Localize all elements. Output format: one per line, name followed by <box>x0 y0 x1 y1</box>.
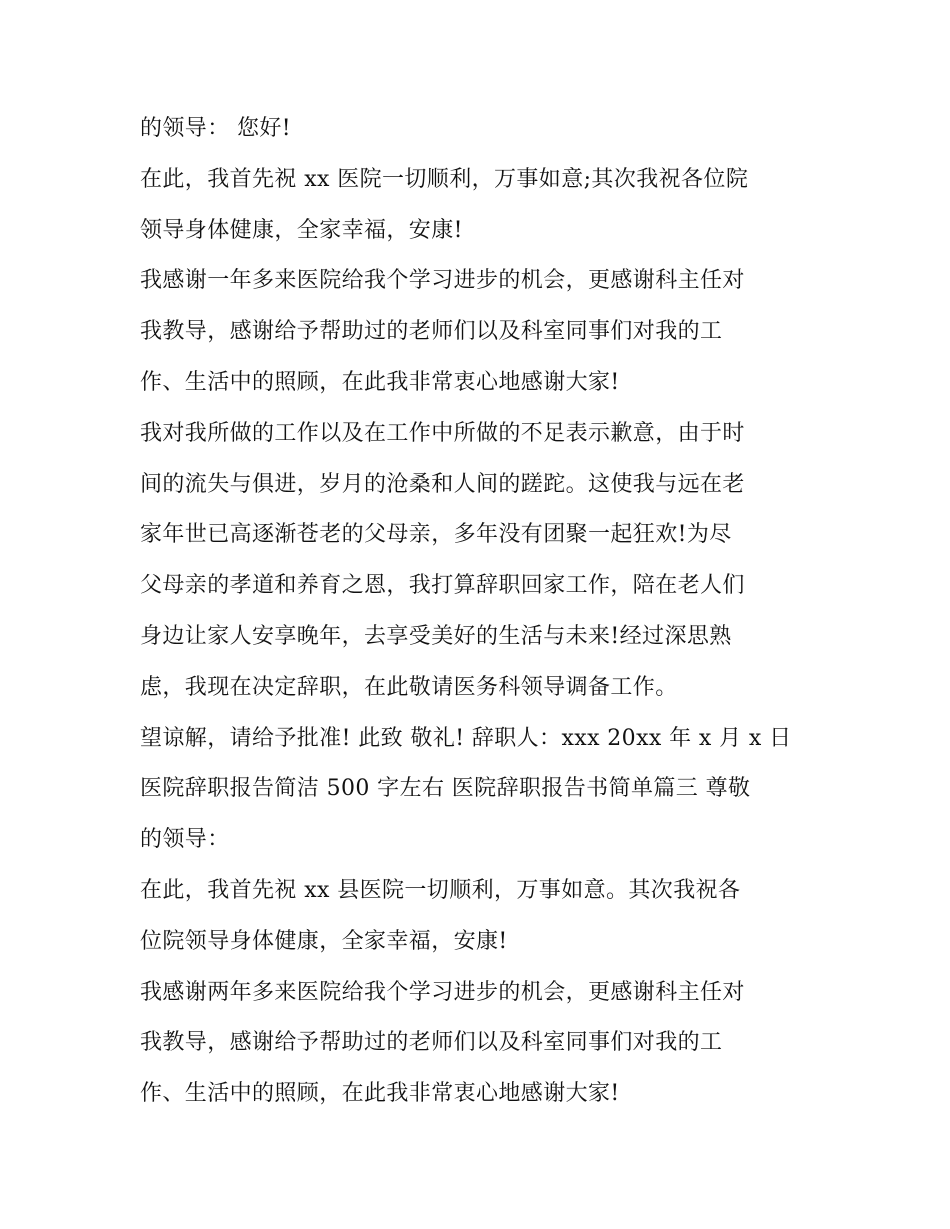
text-line: 我对我所做的工作以及在工作中所做的不足表示歉意，由于时 <box>140 420 745 446</box>
text-line: 我教导，感谢给予帮助过的老师们以及科室同事们对我的工 <box>140 1030 723 1056</box>
text-line: 领导身体健康，全家幸福，安康! <box>140 217 463 243</box>
text-line: 在此，我首先祝 xx 县医院一切顺利，万事如意。其次我祝各 <box>140 877 741 903</box>
text-line: 作、生活中的照顾，在此我非常衷心地感谢大家! <box>140 1081 620 1107</box>
text-line: 虑，我现在决定辞职，在此敬请医务科领导调备工作。 <box>140 674 678 700</box>
text-line: 我教导，感谢给予帮助过的老师们以及科室同事们对我的工 <box>140 319 723 345</box>
text-line: 间的流失与俱进，岁月的沧桑和人间的蹉跎。这使我与远在老 <box>140 471 745 497</box>
text-line: 我感谢两年多来医院给我个学习进步的机会，更感谢科主任对 <box>140 979 745 1005</box>
text-line: 作、生活中的照顾，在此我非常衷心地感谢大家! <box>140 369 620 395</box>
text-line: 我感谢一年多来医院给我个学习进步的机会，更感谢科主任对 <box>140 268 745 294</box>
text-line: 家年世已高逐渐苍老的父母亲，多年没有团聚一起狂欢!为尽 <box>140 522 732 548</box>
text-line: 在此，我首先祝 xx 医院一切顺利，万事如意;其次我祝各位院 <box>140 166 749 192</box>
text-line: 身边让家人安享晚年，去享受美好的生活与未来!经过深思熟 <box>140 623 732 649</box>
document-body <box>140 104 820 1120</box>
text-line: 医院辞职报告简洁 500 字左右 医院辞职报告书简单篇三 尊敬 <box>140 776 751 802</box>
text-line: 位院领导身体健康，全家幸福，安康! <box>140 928 508 954</box>
text-line: 望谅解，请给予批准! 此致 敬礼! 辞职人：xxx 20xx 年 x 月 x 日 <box>140 725 792 751</box>
text-line: 的领导： 您好! <box>140 116 292 141</box>
text-line: 的领导： <box>140 827 230 853</box>
text-line: 父母亲的孝道和养育之恩，我打算辞职回家工作，陪在老人们 <box>140 573 745 599</box>
